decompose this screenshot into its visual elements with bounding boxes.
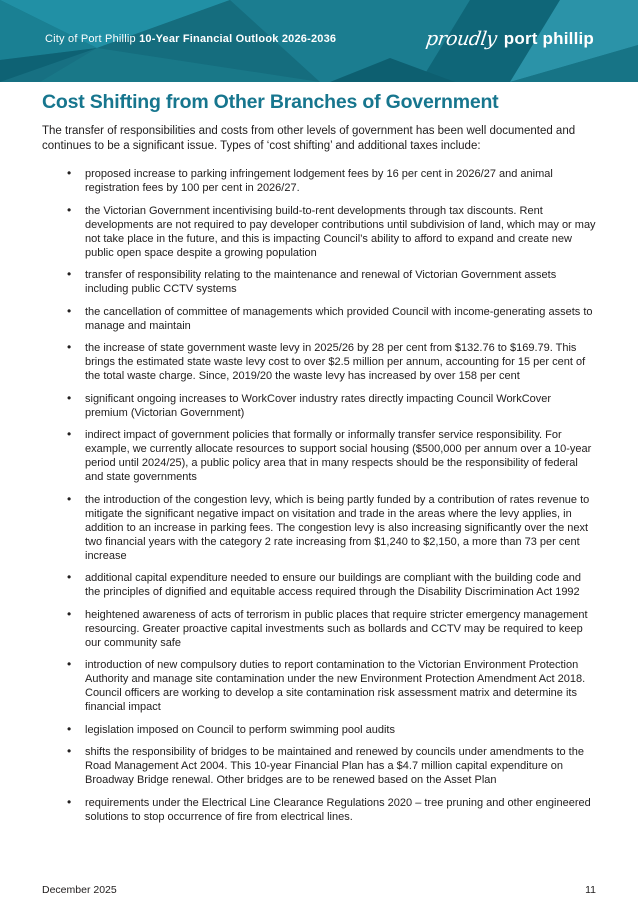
header-banner [0,0,638,82]
banner-content [0,0,638,82]
footer-date: December 2025 [42,884,117,896]
list-item: • additional capital expenditure needed to ensure our buildings are compliant with the building code and the principles of dignified and equitable access required through the Disability Discrimination Act 1992 [42,571,596,599]
list-item: • the introduction of the congestion levy, which is being partly funded by a contribution of rates revenue to mitigate the significant negative impact on visitation and trade in the areas where the levy applies, in addition to an increase in parking fees. The congestion levy is also increasing significantly over the next two financial years with the category 2 rate increasing from $1,240 to $2,150, a more than 73 per cent increase [42,493,596,563]
logo-brand-text: port phillip [503,29,594,48]
intro-paragraph: The transfer of responsibilities and costs from other levels of government has been well documented and continues to be a significant issue. Types of ‘cost shifting’ and additional taxes include: [42,125,576,152]
list-item: • transfer of responsibility relating to the maintenance and renewal of Victorian Government assets including public CCTV systems [42,268,596,296]
document-title-prefix: City of Port Phillip [45,33,140,45]
list-item: • the Victorian Government incentivising build-to-rent developments through tax discounts. Rent developments are not required to pay developer contributions until subdivision of land, which may or may not take place in the future, and this is impacting Council’s ability to afford to expand and create new public open space despite a growing population [42,204,596,260]
list-item: • significant ongoing increases to WorkCover industry rates directly impacting Council WorkCover premium (Victorian Government) [42,392,596,420]
page-title: Cost Shifting from Other Branches of Government [42,91,499,113]
bullet-list [42,167,596,824]
list-item: • the increase of state government waste levy in 2025/26 by 28 per cent from $132.76 to $169.79. This brings the estimated state waste levy cost to over $2.5 million per annum, accounting for 15 per cent of the total waste charge. Since, 2019/20 the waste levy has increased by over 158 per cent [42,341,596,383]
list-item: • indirect impact of government policies that formally or informally transfer service responsibility. For example, we currently allocate resources to support social housing ($500,000 per annum over a 10-year period until 2024/25), a public policy area that in many respects should be the responsibility of federal and state governments [42,428,596,484]
list-item: • shifts the responsibility of bridges to be maintained and renewed by councils under amendments to the Road Management Act 2004. This 10-year Financial Plan has a $4.7 million capital expenditure on Broadway Bridge renewal. Other bridges are to be renewed based on the Asset Plan [42,745,596,787]
list-item: • requirements under the Electrical Line Clearance Regulations 2020 – tree pruning and other engineered solutions to stop occurrence of fire from electrical lines. [42,796,596,824]
page-footer [42,884,596,896]
list-item: • heightened awareness of acts of terrorism in public places that require stricter emergency management resourcing. Greater proactive capital investments such as bollards and CCTV may be required to keep our community safe [42,608,596,650]
list-item: • introduction of new compulsory duties to report contamination to the Victorian Environment Protection Authority and manage site contamination under the new Environment Protection Amendment Act 2018. Council officers are working to develop a site contamination risk assessment matrix and determine its financial impact [42,658,596,714]
page-content [0,82,638,832]
list-item: • proposed increase to parking infringement lodgement fees by 16 per cent in 2026/27 and animal registration fees by 100 per cent in 2026/27. [42,167,596,195]
document-title-bold: 10-Year Financial Outlook 2026-2036 [139,33,337,45]
logo-script-text: proudly [424,28,499,50]
port-phillip-logo [426,28,594,50]
list-item: • legislation imposed on Council to perform swimming pool audits [42,723,596,737]
document-title [45,33,336,45]
list-item: • the cancellation of committee of managements which provided Council with income-generating assets to manage and maintain [42,305,596,333]
footer-page-number: 11 [585,884,596,896]
